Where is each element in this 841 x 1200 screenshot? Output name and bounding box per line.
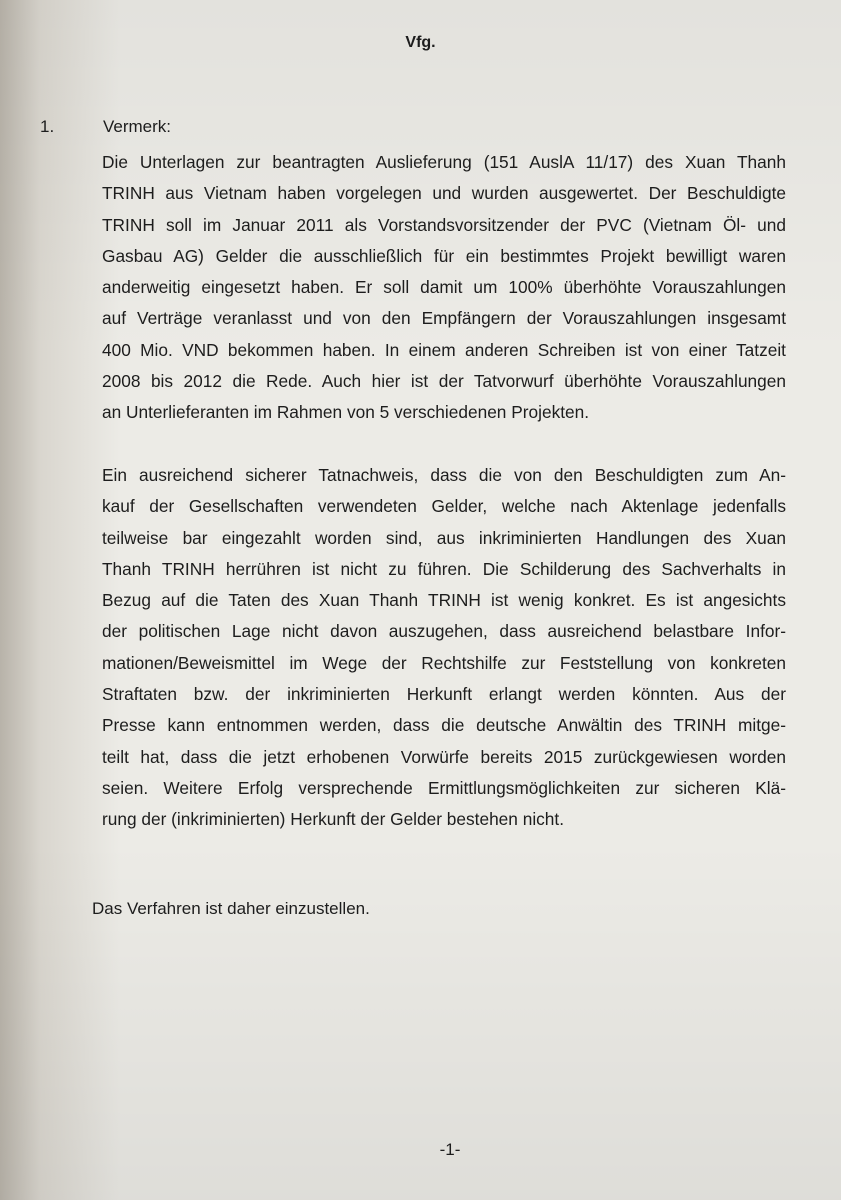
text-line: auf Verträge veranlasst und von den Empfängern der Vorauszahlungen insgesamt xyxy=(102,308,786,329)
item-number: 1. xyxy=(40,117,55,136)
conclusion-text: Das Verfahren ist daher einzustellen. xyxy=(92,899,370,918)
text-line: Ein ausreichend sicherer Tatnachweis, dass die von den Beschuldigten zum An- xyxy=(102,465,786,485)
text-line: Straftaten bzw. der inkriminierten Herkunft erlangt werden könnten. Aus der xyxy=(102,684,786,705)
text-line: Presse kann entnommen werden, dass die deutsche Anwältin des TRINH mitge- xyxy=(102,715,786,736)
text-line: Bezug auf die Taten des Xuan Thanh TRINH ist wenig konkret. Es ist angesichts xyxy=(102,590,786,611)
paragraph-assessment xyxy=(102,460,786,836)
text-line: TRINH aus Vietnam haben vorgelegen und wurden ausgewertet. Der Beschuldigte xyxy=(102,183,786,204)
paragraph-facts xyxy=(102,147,786,429)
text-line: teilweise bar eingezahlt worden sind, aus inkriminierten Handlungen des Xuan xyxy=(102,527,786,548)
text-line: Gasbau AG) Gelder die ausschließlich für ein bestimmtes Projekt bewilligt waren xyxy=(102,245,786,266)
text-line: an Unterlieferanten im Rahmen von 5 verschiedenen Projekten. xyxy=(102,402,590,423)
text-line: teilt hat, dass die jetzt erhobenen Vorwürfe bereits 2015 zurückgewiesen worden xyxy=(102,746,786,767)
text-line: mationen/Beweismittel im Wege der Rechtshilfe zur Feststellung von konkreten xyxy=(102,652,786,673)
page-number: -1- xyxy=(439,1140,461,1159)
item-title: Vermerk: xyxy=(103,117,172,136)
text-line: TRINH soll im Januar 2011 als Vorstandsvorsitzender der PVC (Vietnam Öl- und xyxy=(102,214,786,235)
text-line: 400 Mio. VND bekommen haben. In einem anderen Schreiben ist von einer Tatzeit xyxy=(102,339,786,360)
text-line: Die Unterlagen zur beantragten Auslieferung (151 AuslA 11/17) des Xuan Thanh xyxy=(102,152,786,172)
text-line: 2008 bis 2012 die Rede. Auch hier ist der Tatvorwurf überhöhte Vorauszahlungen xyxy=(102,371,786,392)
text-line: rung der (inkriminierten) Herkunft der Gelder bestehen nicht. xyxy=(102,809,565,830)
document-heading: Vfg. xyxy=(405,34,436,51)
text-line: kauf der Gesellschaften verwendeten Gelder, welche nach Aktenlage jedenfalls xyxy=(102,496,786,517)
text-line: anderweitig eingesetzt haben. Er soll damit um 100% überhöhte Vorauszahlungen xyxy=(102,277,786,298)
text-line: der politischen Lage nicht davon auszugehen, dass ausreichend belastbare Infor- xyxy=(102,621,786,642)
text-line: Thanh TRINH herrühren ist nicht zu führen. Die Schilderung des Sachverhalts in xyxy=(102,558,786,579)
text-line: seien. Weitere Erfolg versprechende Ermittlungsmöglichkeiten zur sicheren Klä- xyxy=(102,777,786,798)
